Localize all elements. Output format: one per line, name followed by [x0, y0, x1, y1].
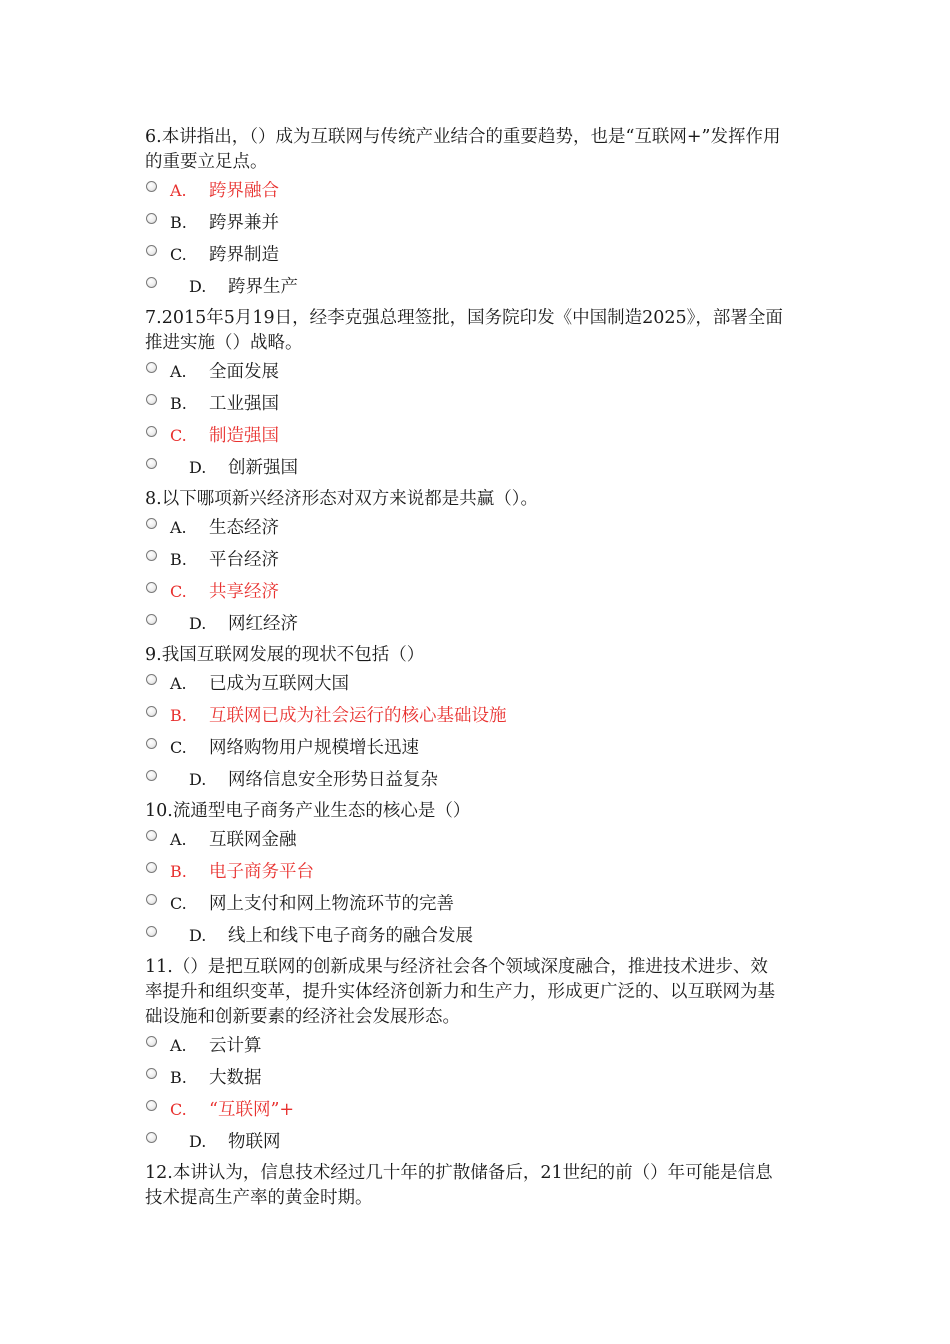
radio-button-icon[interactable]	[146, 770, 157, 781]
answer-option[interactable]	[145, 1097, 785, 1129]
option-letter: A.	[170, 1036, 187, 1055]
radio-button-icon[interactable]	[146, 181, 157, 192]
answer-option[interactable]	[145, 827, 785, 859]
option-text: 创新强国	[228, 458, 298, 478]
option-text: 平台经济	[209, 550, 279, 570]
option-letter: C.	[170, 738, 187, 757]
option-letter: B.	[170, 1068, 187, 1087]
answer-option[interactable]	[145, 178, 785, 210]
answer-option[interactable]	[145, 891, 785, 923]
option-letter: C.	[170, 426, 187, 445]
radio-button-icon[interactable]	[146, 550, 157, 561]
answer-option[interactable]	[145, 274, 785, 306]
option-text: 生态经济	[209, 518, 279, 538]
option-text: 共享经济	[209, 582, 279, 602]
radio-button-icon[interactable]	[146, 1068, 157, 1079]
option-letter: D.	[189, 277, 207, 296]
radio-button-icon[interactable]	[146, 894, 157, 905]
option-letter: C.	[170, 582, 187, 601]
option-letter: B.	[170, 706, 187, 725]
option-text: 网络信息安全形势日益复杂	[228, 770, 438, 790]
radio-button-icon[interactable]	[146, 1132, 157, 1143]
option-text: 工业强国	[209, 394, 279, 414]
option-text: 网络购物用户规模增长迅速	[209, 738, 419, 758]
radio-button-icon[interactable]	[146, 518, 157, 529]
question-9	[145, 643, 785, 799]
option-letter: C.	[170, 1100, 187, 1119]
answer-option[interactable]	[145, 455, 785, 487]
radio-button-icon[interactable]	[146, 706, 157, 717]
question-10	[145, 799, 785, 955]
question-text: 7.2015年5月19日，经李克强总理签批，国务院印发《中国制造2025》，部署全面推进实施（）战略。	[145, 308, 783, 353]
question-6	[145, 125, 785, 306]
answer-option[interactable]	[145, 1065, 785, 1097]
radio-button-icon[interactable]	[146, 213, 157, 224]
option-text: 跨界生产	[228, 277, 298, 297]
option-text: 网上支付和网上物流环节的完善	[209, 894, 454, 914]
answer-option[interactable]	[145, 547, 785, 579]
option-text: 全面发展	[209, 362, 279, 382]
option-text: 大数据	[209, 1068, 262, 1088]
option-letter: B.	[170, 394, 187, 413]
answer-option[interactable]	[145, 923, 785, 955]
question-text: 10.流通型电子商务产业生态的核心是（）	[145, 801, 471, 821]
radio-button-icon[interactable]	[146, 926, 157, 937]
radio-button-icon[interactable]	[146, 245, 157, 256]
option-letter: A.	[170, 830, 187, 849]
answer-option[interactable]	[145, 611, 785, 643]
radio-button-icon[interactable]	[146, 1100, 157, 1111]
option-text: 跨界兼并	[209, 213, 279, 233]
question-11	[145, 955, 785, 1161]
radio-button-icon[interactable]	[146, 674, 157, 685]
radio-button-icon[interactable]	[146, 614, 157, 625]
radio-button-icon[interactable]	[146, 394, 157, 405]
option-letter: A.	[170, 674, 187, 693]
question-list	[145, 125, 785, 1214]
answer-option[interactable]	[145, 1129, 785, 1161]
option-letter: B.	[170, 862, 187, 881]
answer-option[interactable]	[145, 210, 785, 242]
answer-option[interactable]	[145, 242, 785, 274]
radio-button-icon[interactable]	[146, 277, 157, 288]
answer-option[interactable]	[145, 579, 785, 611]
answer-option[interactable]	[145, 703, 785, 735]
radio-button-icon[interactable]	[146, 582, 157, 593]
question-text: 8.以下哪项新兴经济形态对双方来说都是共赢（）。	[145, 489, 538, 509]
option-letter: B.	[170, 550, 187, 569]
option-text: 互联网已成为社会运行的核心基础设施	[209, 706, 507, 726]
option-letter: D.	[189, 458, 207, 477]
question-7	[145, 306, 785, 487]
radio-button-icon[interactable]	[146, 1036, 157, 1047]
option-letter: C.	[170, 245, 187, 264]
answer-option[interactable]	[145, 423, 785, 455]
radio-button-icon[interactable]	[146, 458, 157, 469]
option-letter: D.	[189, 614, 207, 633]
radio-button-icon[interactable]	[146, 738, 157, 749]
question-text: 11.（）是把互联网的创新成果与经济社会各个领域深度融合，推进技术进步、效率提升和组织变革，提升实体经济创新力和生产力，形成更广泛的、以互联网为基础设施和创新要素的经济社会发展形态。	[145, 957, 775, 1027]
option-letter: C.	[170, 894, 187, 913]
option-text: 云计算	[209, 1036, 262, 1056]
option-text: “互联网”+	[209, 1100, 295, 1120]
option-letter: D.	[189, 1132, 207, 1151]
option-letter: A.	[170, 518, 187, 537]
answer-option[interactable]	[145, 515, 785, 547]
radio-button-icon[interactable]	[146, 862, 157, 873]
option-text: 跨界融合	[209, 181, 279, 201]
option-letter: A.	[170, 362, 187, 381]
option-text: 电子商务平台	[209, 862, 314, 882]
option-letter: B.	[170, 213, 187, 232]
option-text: 网红经济	[228, 614, 298, 634]
option-text: 线上和线下电子商务的融合发展	[228, 926, 473, 946]
answer-option[interactable]	[145, 767, 785, 799]
option-text: 制造强国	[209, 426, 279, 446]
question-text: 12.本讲认为，信息技术经过几十年的扩散储备后，21世纪的前（）年可能是信息技术提高生产率的黄金时期。	[145, 1163, 773, 1208]
answer-option[interactable]	[145, 671, 785, 703]
question-text: 6.本讲指出，（）成为互联网与传统产业结合的重要趋势，也是“互联网+”发挥作用的重要立足点。	[145, 127, 781, 172]
option-text: 互联网金融	[209, 830, 297, 850]
answer-option[interactable]	[145, 859, 785, 891]
question-12	[145, 1161, 785, 1214]
radio-button-icon[interactable]	[146, 830, 157, 841]
option-text: 物联网	[228, 1132, 281, 1152]
option-text: 跨界制造	[209, 245, 279, 265]
option-letter: D.	[189, 770, 207, 789]
option-letter: D.	[189, 926, 207, 945]
radio-button-icon[interactable]	[146, 362, 157, 373]
option-letter: A.	[170, 181, 187, 200]
answer-option[interactable]	[145, 1033, 785, 1065]
option-text: 已成为互联网大国	[209, 674, 349, 694]
question-8	[145, 487, 785, 643]
answer-option[interactable]	[145, 359, 785, 391]
radio-button-icon[interactable]	[146, 426, 157, 437]
answer-option[interactable]	[145, 391, 785, 423]
question-text: 9.我国互联网发展的现状不包括（）	[145, 645, 425, 665]
answer-option[interactable]	[145, 735, 785, 767]
